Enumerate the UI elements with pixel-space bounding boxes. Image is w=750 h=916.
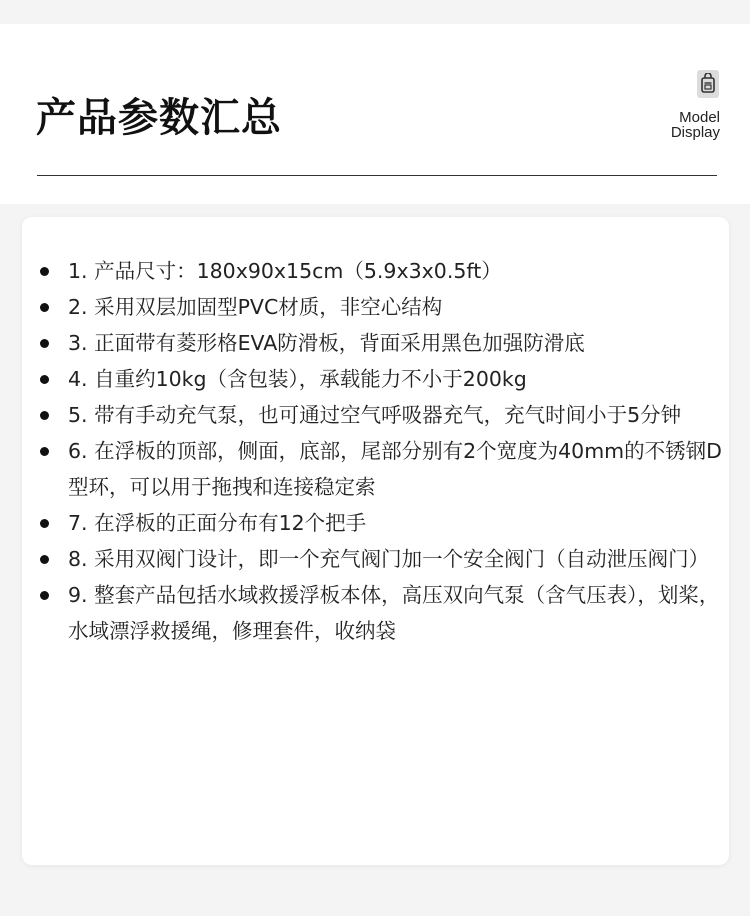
spec-card xyxy=(22,217,729,865)
list-item xyxy=(68,541,728,577)
spec-text: 6. 在浮板的顶部，侧面，底部，尾部分别有2个宽度为40mm的不锈钢D型环，可以用于拖拽和连接稳定索 xyxy=(68,439,722,499)
spec-text: 4. 自重约10kg（含包装），承载能力不小于200kg xyxy=(68,367,527,391)
bullet-icon xyxy=(40,267,49,276)
bullet-icon xyxy=(40,411,49,420)
spec-text: 5. 带有手动充气泵，也可通过空气呼吸器充气，充气时间小于5分钟 xyxy=(68,403,682,427)
page-title: 产品参数汇总 xyxy=(36,95,282,141)
bullet-icon xyxy=(40,519,49,528)
list-item xyxy=(68,361,728,397)
spec-text: 8. 采用双阀门设计，即一个充气阀门加一个安全阀门（自动泄压阀门） xyxy=(68,547,710,571)
spec-text: 3. 正面带有菱形格EVA防滑板，背面采用黑色加强防滑底 xyxy=(68,331,585,355)
list-item xyxy=(68,577,728,649)
header-section xyxy=(0,24,750,204)
spec-text: 1. 产品尺寸：180x90x15cm（5.9x3x0.5ft） xyxy=(68,259,502,283)
list-item xyxy=(68,397,728,433)
bullet-icon xyxy=(40,303,49,312)
bullet-icon xyxy=(40,555,49,564)
spec-text: 7. 在浮板的正面分布有12个把手 xyxy=(68,511,367,535)
bullet-icon xyxy=(40,375,49,384)
list-item xyxy=(68,325,728,361)
header-divider xyxy=(37,175,717,176)
list-item xyxy=(68,253,728,289)
bullet-icon xyxy=(40,447,49,456)
backpack-icon xyxy=(697,70,719,98)
display-label: Display xyxy=(670,124,720,141)
model-label: Model xyxy=(679,109,720,126)
bullet-icon xyxy=(40,339,49,348)
spec-text: 2. 采用双层加固型PVC材质，非空心结构 xyxy=(68,295,443,319)
spec-list xyxy=(68,253,728,649)
spec-text: 9. 整套产品包括水域救援浮板本体，高压双向气泵（含气压表），划桨，水域漂浮救援绳，修理套件，收纳袋 xyxy=(68,583,720,643)
list-item xyxy=(68,433,728,505)
list-item xyxy=(68,289,728,325)
list-item xyxy=(68,505,728,541)
bullet-icon xyxy=(40,591,49,600)
model-display-label xyxy=(671,110,720,140)
